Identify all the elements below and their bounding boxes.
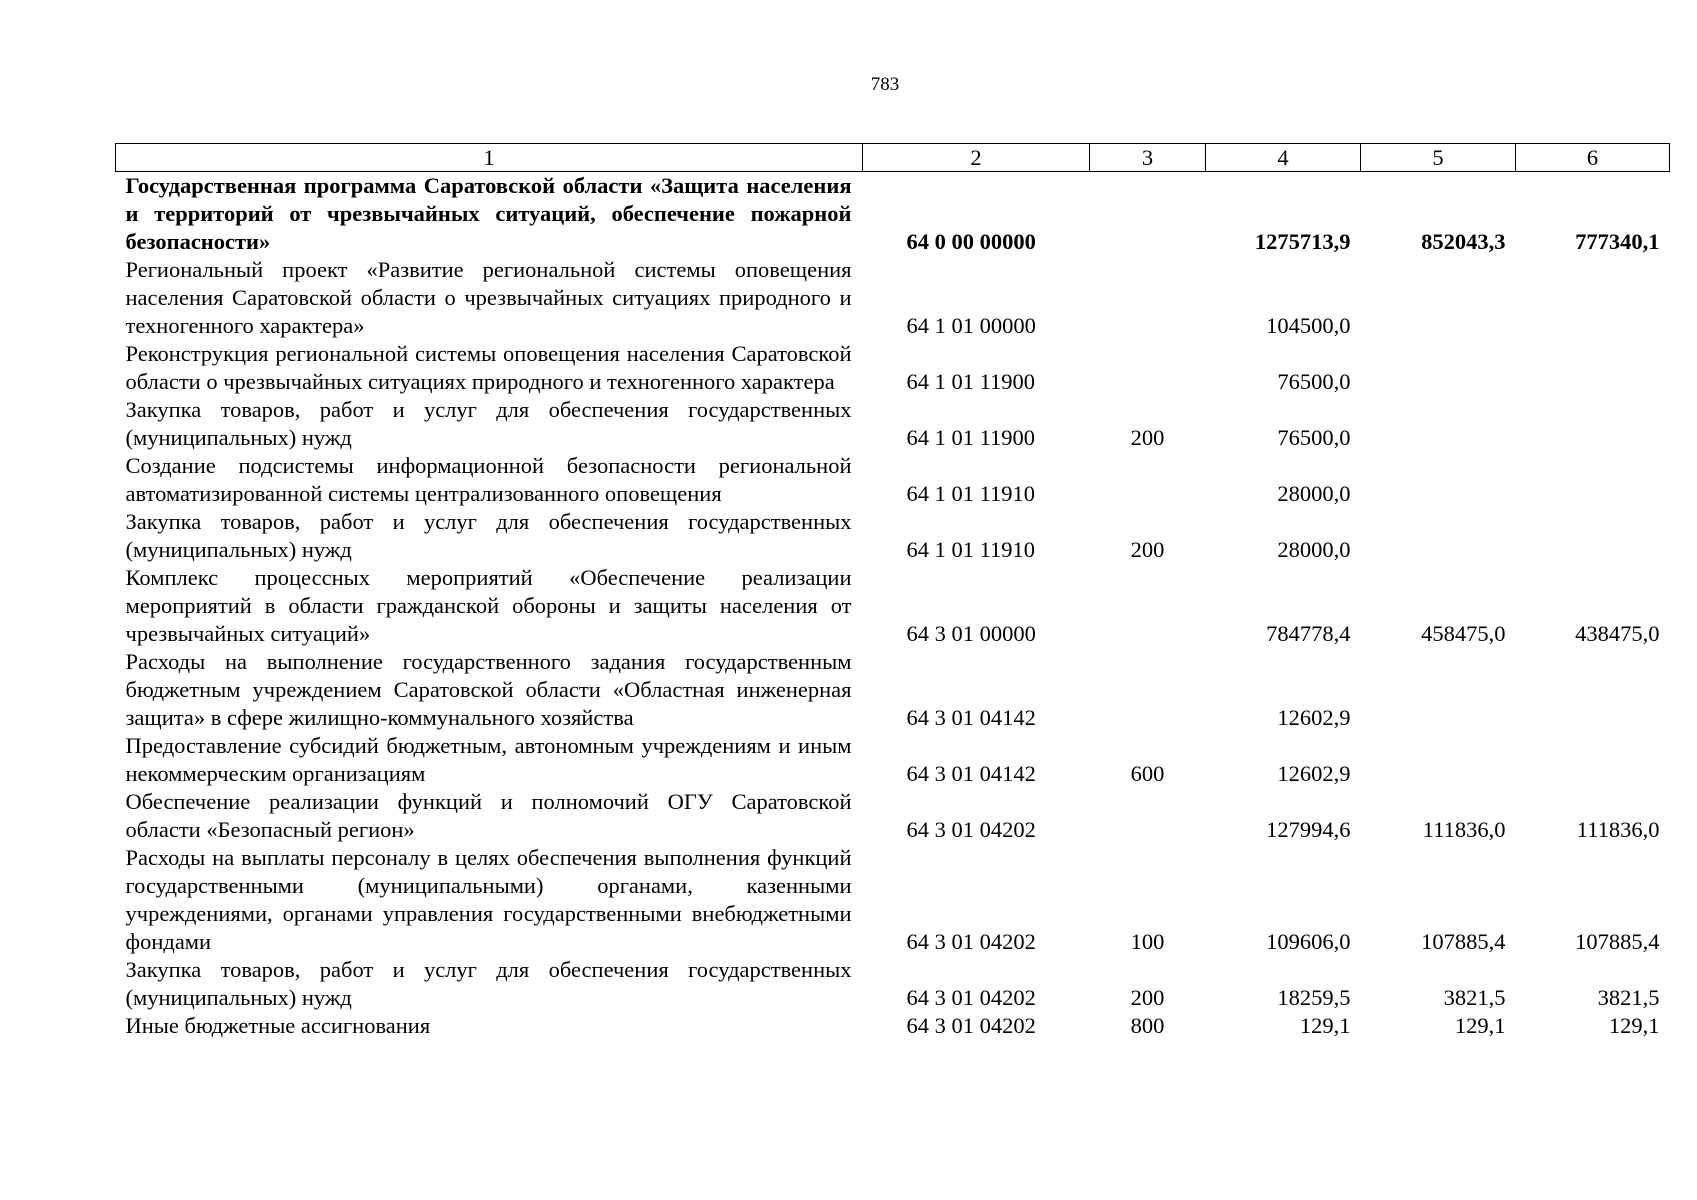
row-value-col5 xyxy=(1361,396,1516,452)
column-header-2: 2 xyxy=(863,144,1090,172)
row-name-cell: Закупка товаров, работ и услуг для обеспечения государственных (муниципальных) нужд xyxy=(125,957,852,1010)
row-value-col4: 18259,5 xyxy=(1277,985,1351,1010)
row-value-col6: 107885,4 xyxy=(1575,929,1660,954)
table-row xyxy=(116,340,1670,396)
column-header-3: 3 xyxy=(1090,144,1206,172)
header-row xyxy=(116,144,1670,172)
row-value-col4: 76500,0 xyxy=(1277,369,1351,394)
table-row xyxy=(116,564,1670,648)
row-expense-type-cell: 800 xyxy=(1130,1013,1165,1038)
table-row xyxy=(116,648,1670,732)
row-value-col5 xyxy=(1361,340,1516,396)
row-name-cell: Иные бюджетные ассигнования xyxy=(125,1013,431,1038)
row-code-cell: 64 0 00 00000 xyxy=(906,229,1036,254)
row-value-col5 xyxy=(1361,508,1516,564)
row-expense-type-cell: 200 xyxy=(1130,537,1165,562)
row-value-col6: 129,1 xyxy=(1608,1013,1660,1038)
row-name-cell: Региональный проект «Развитие региональной системы оповещения населения Саратовской области о чрезвычайных ситуациях природного и техногенного характера» xyxy=(125,257,852,338)
row-value-col4: 784778,4 xyxy=(1266,621,1351,646)
row-code-cell: 64 1 01 11900 xyxy=(906,369,1036,394)
row-expense-type-cell xyxy=(1090,256,1206,340)
row-value-col6: 111836,0 xyxy=(1576,817,1660,842)
row-name-cell: Предоставление субсидий бюджетным, автономным учреждениям и иным некоммерческим организациям xyxy=(125,733,852,786)
row-value-col5 xyxy=(1361,648,1516,732)
row-value-col5: 111836,0 xyxy=(1422,817,1506,842)
row-value-col4: 104500,0 xyxy=(1266,313,1351,338)
row-name-cell: Закупка товаров, работ и услуг для обеспечения государственных (муниципальных) нужд xyxy=(125,509,852,562)
row-value-col5: 852043,3 xyxy=(1421,229,1506,254)
row-code-cell: 64 3 01 04202 xyxy=(906,817,1036,842)
table-row xyxy=(116,508,1670,564)
row-value-col6 xyxy=(1516,396,1670,452)
row-expense-type-cell xyxy=(1090,788,1206,844)
row-value-col6 xyxy=(1516,732,1670,788)
row-value-col6 xyxy=(1516,648,1670,732)
row-value-col4: 1275713,9 xyxy=(1254,229,1351,254)
row-expense-type-cell: 600 xyxy=(1130,761,1165,786)
row-expense-type-cell xyxy=(1090,172,1206,257)
row-value-col6: 777340,1 xyxy=(1575,229,1660,254)
row-value-col5 xyxy=(1361,732,1516,788)
row-value-col4: 12602,9 xyxy=(1277,761,1351,786)
row-value-col5: 107885,4 xyxy=(1421,929,1506,954)
row-value-col5: 3821,5 xyxy=(1443,985,1506,1010)
row-value-col5 xyxy=(1361,452,1516,508)
row-name-cell: Создание подсистемы информационной безопасности региональной автоматизированной системы централизованного оповещения xyxy=(125,453,852,506)
row-value-col4: 127994,6 xyxy=(1266,817,1351,842)
table-row xyxy=(116,172,1670,257)
row-value-col4: 12602,9 xyxy=(1277,705,1351,730)
row-value-col6 xyxy=(1516,508,1670,564)
row-code-cell: 64 3 01 04202 xyxy=(906,985,1036,1010)
page-number: 783 xyxy=(870,74,900,95)
row-code-cell: 64 1 01 00000 xyxy=(906,313,1036,338)
row-value-col4: 76500,0 xyxy=(1277,425,1351,450)
table-body xyxy=(116,172,1670,1041)
column-header-5: 5 xyxy=(1361,144,1516,172)
row-value-col4: 129,1 xyxy=(1299,1013,1351,1038)
table-row xyxy=(116,732,1670,788)
row-value-col5 xyxy=(1361,256,1516,340)
row-expense-type-cell: 200 xyxy=(1130,985,1165,1010)
row-code-cell: 64 1 01 11910 xyxy=(906,537,1036,562)
table-row xyxy=(116,844,1670,956)
row-value-col6: 3821,5 xyxy=(1597,985,1660,1010)
row-name-cell: Расходы на выплаты персоналу в целях обеспечения выполнения функций государственными (муниципальными) органами, казенными учреждениями, органами управления государственными внебюджетными фондами xyxy=(125,845,852,954)
row-name-cell: Государственная программа Саратовской области «Защита населения и территорий от чрезвычайных ситуаций, обеспечение пожарной безопасности» xyxy=(125,173,852,254)
row-name-cell: Обеспечение реализации функций и полномочий ОГУ Саратовской области «Безопасный регион» xyxy=(125,789,852,842)
column-header-4: 4 xyxy=(1206,144,1361,172)
row-code-cell: 64 3 01 04202 xyxy=(906,929,1036,954)
table-row xyxy=(116,788,1670,844)
row-value-col6: 438475,0 xyxy=(1575,621,1660,646)
row-value-col6 xyxy=(1516,340,1670,396)
row-expense-type-cell xyxy=(1090,564,1206,648)
row-code-cell: 64 3 01 04142 xyxy=(906,761,1036,786)
table-row xyxy=(116,1012,1670,1040)
column-header-6: 6 xyxy=(1516,144,1670,172)
row-value-col4: 109606,0 xyxy=(1266,929,1351,954)
row-value-col4: 28000,0 xyxy=(1277,481,1351,506)
row-code-cell: 64 3 01 00000 xyxy=(906,621,1036,646)
table-row xyxy=(116,396,1670,452)
row-value-col5: 129,1 xyxy=(1454,1013,1506,1038)
row-expense-type-cell xyxy=(1090,340,1206,396)
row-expense-type-cell xyxy=(1090,648,1206,732)
row-code-cell: 64 1 01 11910 xyxy=(906,481,1036,506)
row-code-cell: 64 1 01 11900 xyxy=(906,425,1036,450)
row-name-cell: Закупка товаров, работ и услуг для обеспечения государственных (муниципальных) нужд xyxy=(125,397,852,450)
column-header-1: 1 xyxy=(116,144,863,172)
row-expense-type-cell: 100 xyxy=(1130,929,1165,954)
budget-table xyxy=(115,143,1670,1040)
row-value-col6 xyxy=(1516,452,1670,508)
table-row xyxy=(116,452,1670,508)
row-name-cell: Реконструкция региональной системы оповещения населения Саратовской области о чрезвычайных ситуациях природного и техногенного характера xyxy=(125,341,852,394)
table-row xyxy=(116,956,1670,1012)
row-code-cell: 64 3 01 04142 xyxy=(906,705,1036,730)
table-header xyxy=(116,144,1670,172)
row-value-col5: 458475,0 xyxy=(1421,621,1506,646)
row-expense-type-cell xyxy=(1090,452,1206,508)
row-name-cell: Расходы на выполнение государственного задания государственным бюджетным учреждением Саратовской области «Областная инженерная защита» в сфере жилищно-коммунального хозяйства xyxy=(125,649,852,730)
row-name-cell: Комплекс процессных мероприятий «Обеспечение реализации мероприятий в области гражданской обороны и защиты населения от чрезвычайных ситуаций» xyxy=(125,565,852,646)
table-row xyxy=(116,256,1670,340)
row-value-col4: 28000,0 xyxy=(1277,537,1351,562)
row-expense-type-cell: 200 xyxy=(1130,425,1165,450)
row-value-col6 xyxy=(1516,256,1670,340)
row-code-cell: 64 3 01 04202 xyxy=(906,1013,1036,1038)
